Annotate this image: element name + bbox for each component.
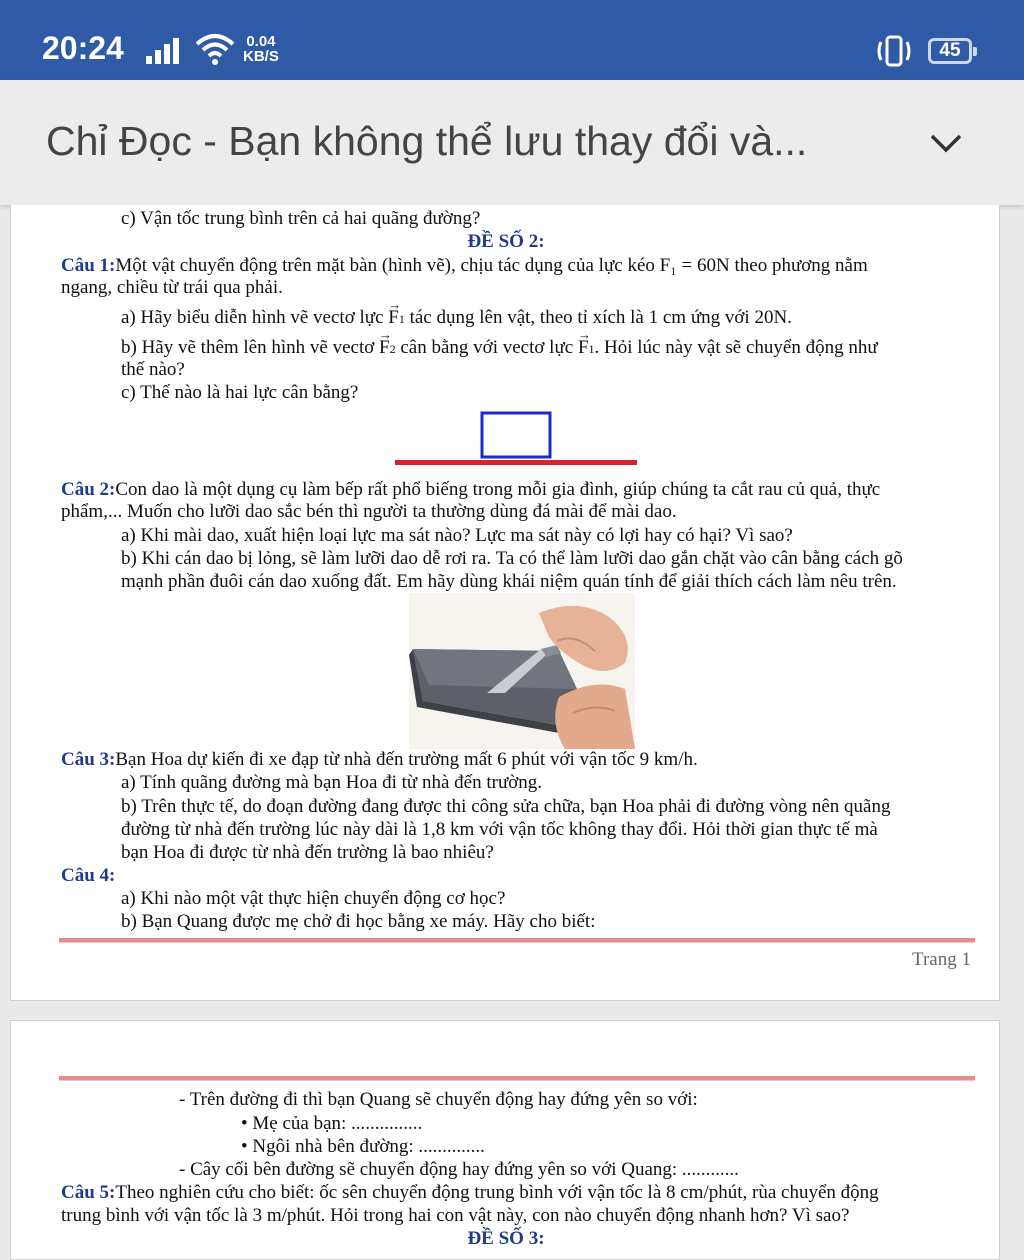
knife-sharpening-image [409,593,635,749]
question-2-a: a) Khi mài dao, xuất hiện loại lực ma sát nào? Lực ma sát này có lợi hay có hại? Vì sao? [121,525,793,546]
footer-rule [59,938,975,943]
question-1-b: b) Hãy vẽ thêm lên hình vẽ vectơ → F2 cân bằng với vectơ lực → F1. Hỏi lúc này vật sẽ chuyển động như [121,337,878,360]
vector-f1-ref: → F1 [578,337,595,360]
question-1-c: c) Thế nào là hai lực cân bằng? [121,382,359,403]
question-3-b-cont: đường từ nhà đến trường lúc này dài là 1,8 km với vận tốc không thay đổi. Hỏi thời gian thực tế mà [121,819,878,840]
question-2: Câu 2:Con dao là một dụng cụ làm bếp rất phổ biếng trong mỗi gia đình, giúp chúng ta cắt rau củ quả, thực [61,479,881,500]
document-page-2 [10,1020,1000,1260]
battery-icon: 45 [928,38,972,64]
signal-icon [146,36,186,66]
vector-f1: → F1 [388,307,405,330]
question-1-a: a) Hãy biểu diễn hình vẽ vectơ lực → F1 tác dụng lên vật, theo tỉ xích là 1 cm ứng với 20N. [121,307,792,330]
question-3: Câu 3:Bạn Hoa dự kiến đi xe đạp từ nhà đến trường mất 6 phút với vận tốc 9 km/h. [61,749,698,770]
status-time: 20:24 [42,30,124,66]
question-c-line: c) Vận tốc trung bình trên cả hai quãng đường? [121,208,481,229]
question-4-b: b) Bạn Quang được mẹ chở đi học bằng xe máy. Hãy cho biết: [121,911,596,932]
document-title: Chỉ Đọc - Bạn không thể lưu thay đổi và... [46,118,808,164]
bullet-house: • Ngôi nhà bên đường: .............. [241,1136,485,1157]
block [482,413,550,457]
page2-line-1: - Trên đường đi thì bạn Quang sẽ chuyển động hay đứng yên so với: [179,1089,698,1110]
wifi-icon [194,32,236,66]
question-5-cont: trung bình với vận tốc là 3 m/phút. Hỏi trong hai con vật này, con nào chuyển động nhanh hơn? Vì sao? [61,1205,850,1226]
question-3-b-cont2: bạn Hoa đi được từ nhà đến trường là bao nhiêu? [121,842,494,863]
question-1: Câu 1:Một vật chuyển động trên mặt bàn (hình vẽ), chịu tác dụng của lực kéo F₁ = 60N theo phương nằm [61,255,868,276]
section-heading-2: ĐỀ SỐ 2: [467,231,545,252]
question-4-a: a) Khi nào một vật thực hiện chuyển động cơ học? [121,888,506,909]
table-surface [395,460,637,465]
vector-f2: → F2 [379,337,396,360]
page2-line-2: - Cây cối bên đường sẽ chuyển động hay đứng yên so với Quang: ............ [179,1159,739,1180]
question-2-b: b) Khi cán dao bị lỏng, sẽ làm lưỡi dao dễ rơi ra. Ta có thể làm lưỡi dao gắn chặt vào cân bằng cách gõ [121,548,903,569]
question-3-b: b) Trên thực tế, do đoạn đường đang được thi công sửa chữa, bạn Hoa phải đi đường vòng nên quãng [121,796,891,817]
page-number: Trang 1 [912,949,971,970]
block-on-table-figure [391,410,641,470]
header-rule [59,1076,975,1081]
question-2-cont: phẩm,... Muốn cho lưỡi dao sắc bén thì người ta thường dùng đá mài để mài dao. [61,501,677,522]
question-1-cont: ngang, chiều từ trái qua phải. [61,277,283,298]
section-heading-3: ĐỀ SỐ 3: [467,1228,545,1249]
vibrate-icon [874,34,914,68]
network-speed: 0.04 KB/S [243,33,279,65]
document-page-1 [10,205,1000,1001]
question-5: Câu 5:Theo nghiên cứu cho biết: ốc sên chuyển động trung bình với vận tốc là 8 cm/phút, rùa chuyển động [61,1182,879,1203]
chevron-down-icon[interactable] [926,128,966,158]
question-1-b-cont: thế nào? [121,359,185,380]
question-3-a: a) Tính quãng đường mà bạn Hoa đi từ nhà đến trường. [121,772,543,793]
document-title-bar [0,80,1024,205]
question-4: Câu 4: [61,865,116,886]
bullet-mother: • Mẹ của bạn: ............... [241,1113,423,1134]
status-bar [0,0,1024,80]
question-2-b-cont: mạnh phần đuôi cán dao xuống đất. Em hãy dùng khái niệm quán tính để giải thích cách làm nêu trên. [121,571,897,592]
